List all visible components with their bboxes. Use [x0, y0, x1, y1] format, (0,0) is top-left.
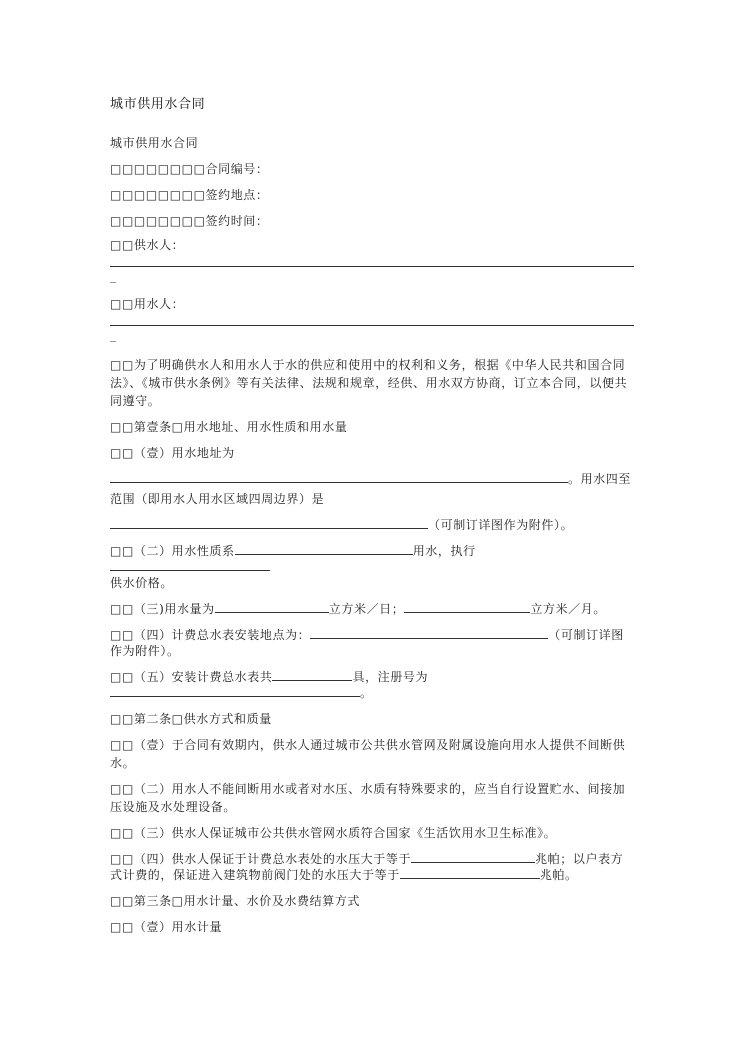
contract-number-line: □□□□□□□□合同编号： — [110, 162, 269, 176]
article-1-item-1-suffix: 。用水四至 — [568, 472, 632, 486]
article-1-item-3 — [110, 600, 634, 618]
register-no-label: 具，注册号为 — [352, 670, 429, 684]
pressure-blank — [411, 850, 535, 863]
water-nature-blank — [235, 542, 413, 555]
supplier-blank — [110, 256, 634, 267]
building-pressure-label: 式计费的，保证进入建筑物前阀门处的水压大于等于 — [110, 868, 400, 882]
article-2-item-2: □□（二）用水人不能间断用水或者对水压、水质有特殊要求的，应当自行设置贮水、间接加压设施及水处理设备。 — [110, 782, 626, 814]
meter-attach-label: （可制订详图 — [548, 628, 624, 642]
building-pressure-unit: 兆帕。 — [539, 868, 578, 882]
contract-heading: 城市供用水合同 — [110, 136, 199, 150]
meter-count-label: □□（五）安装计费总水表共 — [110, 670, 273, 684]
user-line: □□用水人： — [110, 297, 185, 311]
monthly-unit: 立方米／月。 — [530, 602, 606, 616]
meter-count-blank — [272, 668, 352, 681]
article-2-item-1: □□（壹）于合同有效期内，供水人通过城市公共供水管网及附属设施向用水人提供不间断供水。 — [110, 738, 626, 770]
article-3-item-1: □□（壹）用水计量 — [110, 920, 223, 934]
intro-paragraph: □□为了明确供水人和用水人于水的供应和使用中的权利和义务，根据《中华人民共和国合同法》、《城市供水条例》等有关法律、法规和规章，经供、用水双方协商，订立本合同，以便共同遵守。 — [110, 358, 628, 408]
article-3-heading: □□第三条□用水计量、水价及水费结算方式 — [110, 894, 361, 908]
article-1-item-4-end: 作为附件）。 — [110, 644, 180, 658]
article-1-item-4 — [110, 626, 634, 642]
volume-label: □□（三)用水量为 — [110, 602, 215, 616]
article-1-item-5-fill — [110, 684, 634, 702]
document-title: 城市供用水合同 — [110, 97, 206, 112]
user-blank — [110, 315, 634, 326]
user-dash: _ — [110, 328, 117, 342]
supplier-line: □□供水人： — [110, 238, 185, 252]
article-1-item-1-range-fill — [110, 516, 634, 534]
register-no-end: 。 — [360, 686, 373, 700]
article-1-item-1-address — [110, 470, 634, 486]
article-1-heading: □□第壹条□用水地址、用水性质和用水量 — [110, 420, 348, 434]
article-2-item-4-cont — [110, 866, 634, 884]
range-blank — [110, 516, 428, 529]
document-page — [110, 96, 634, 944]
article-1-item-1-range: 范围（即用水人用水区域四周边界）是 — [110, 492, 325, 506]
article-1-item-1-attach: （可制订详图作为附件）。 — [428, 518, 574, 532]
signing-time-line: □□□□□□□□签约时间： — [110, 214, 269, 228]
daily-unit: 立方米／日； — [328, 602, 405, 616]
article-1-item-5 — [110, 668, 634, 684]
pressure-unit: 兆帕；以户表方 — [535, 852, 624, 866]
meter-location-label: □□（四）计费总水表安装地点为： — [110, 628, 311, 642]
monthly-volume-blank — [404, 600, 530, 613]
price-blank — [110, 558, 270, 571]
building-pressure-blank — [400, 866, 540, 879]
meter-location-blank — [310, 626, 548, 639]
article-2-item-3: □□（三）供水人保证城市公共供水管网水质符合国家《生活饮用水卫生标准》。 — [110, 826, 557, 840]
register-no-blank — [110, 684, 360, 697]
supplier-dash: _ — [110, 269, 117, 283]
article-1-item-2 — [110, 542, 634, 574]
price-label: 用水，执行 — [412, 544, 476, 558]
article-1-item-1-label: □□（壹）用水地址为 — [110, 446, 235, 460]
article-1-item-2-end: 供水价格。 — [110, 576, 174, 590]
signing-place-line: □□□□□□□□签约地点： — [110, 188, 269, 202]
pressure-label: □□（四）供水人保证于计费总水表处的水压大于等于 — [110, 852, 412, 866]
daily-volume-blank — [215, 600, 329, 613]
article-2-item-4 — [110, 850, 634, 866]
address-blank — [110, 470, 568, 483]
water-nature-label: □□（二）用水性质系 — [110, 544, 235, 558]
article-2-heading: □□第二条□供水方式和质量 — [110, 712, 272, 726]
